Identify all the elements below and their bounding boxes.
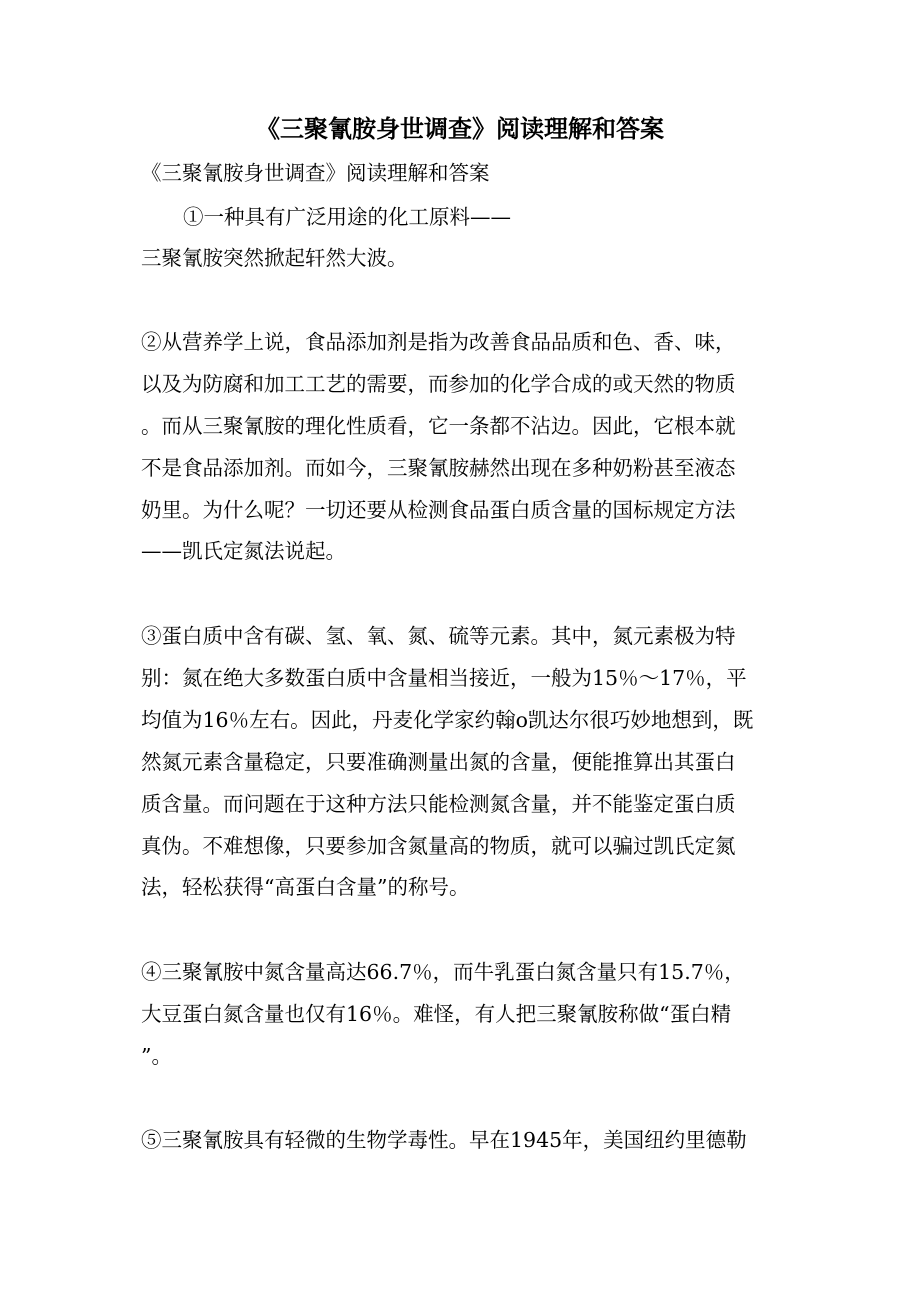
paragraph-2-line-1: ②从营养学上说，食品添加剂是指为改善食品品质和色、香、味，	[141, 330, 736, 354]
paragraph-5-line-1: ⑤三聚氰胺具有轻微的生物学毒性。早在1945年，美国纽约里德勒	[141, 1128, 747, 1152]
paragraph-4-line-3: ”。	[141, 1044, 172, 1068]
paragraph-2-line-3: 。而从三聚氰胺的理化性质看，它一条都不沾边。因此，它根本就	[141, 414, 736, 438]
paragraph-2-line-5: 奶里。为什么呢？一切还要从检测食品蛋白质含量的国标规定方法	[141, 498, 736, 522]
paragraph-2-line-2: 以及为防腐和加工工艺的需要，而参加的化学合成的或天然的物质	[141, 372, 736, 396]
paragraph-3-line-7: 法，轻松获得“高蛋白含量”的称号。	[141, 875, 470, 899]
paragraph-4-line-2: 大豆蛋白氮含量也仅有16％。难怪，有人把三聚氰胺称做“蛋白精	[141, 1002, 732, 1026]
paragraph-4-line-1: ④三聚氰胺中氮含量高达66.7％，而牛乳蛋白氮含量只有15.7％，	[141, 960, 745, 984]
paragraph-3-line-2: 别：氮在绝大多数蛋白质中含量相当接近，一般为15％～17％，平	[141, 666, 747, 690]
document-subtitle: 《三聚氰胺身世调查》阅读理解和答案	[141, 161, 490, 185]
paragraph-3-line-4: 然氮元素含量稳定，只要准确测量出氮的含量，便能推算出其蛋白	[141, 750, 736, 774]
paragraph-1-line-1: ①一种具有广泛用途的化工原料——	[183, 205, 511, 229]
paragraph-2-line-6: ——凯氏定氮法说起。	[141, 539, 346, 563]
paragraph-1-line-2: 三聚氰胺突然掀起轩然大波。	[141, 246, 408, 270]
paragraph-3-line-1: ③蛋白质中含有碳、氢、氧、氮、硫等元素。其中，氮元素极为特	[141, 624, 736, 648]
paragraph-3-line-6: 真伪。不难想像，只要参加含氮量高的物质，就可以骗过凯氏定氮	[141, 834, 736, 858]
paragraph-3-line-5: 质含量。而问题在于这种方法只能检测氮含量，并不能鉴定蛋白质	[141, 792, 736, 816]
paragraph-2-line-4: 不是食品添加剂。而如今，三聚氰胺赫然出现在多种奶粉甚至液态	[141, 456, 736, 480]
paragraph-3-line-3: 均值为16％左右。因此，丹麦化学家约翰o凯达尔很巧妙地想到，既	[141, 708, 754, 732]
document-title: 《三聚氰胺身世调查》阅读理解和答案	[256, 114, 664, 143]
